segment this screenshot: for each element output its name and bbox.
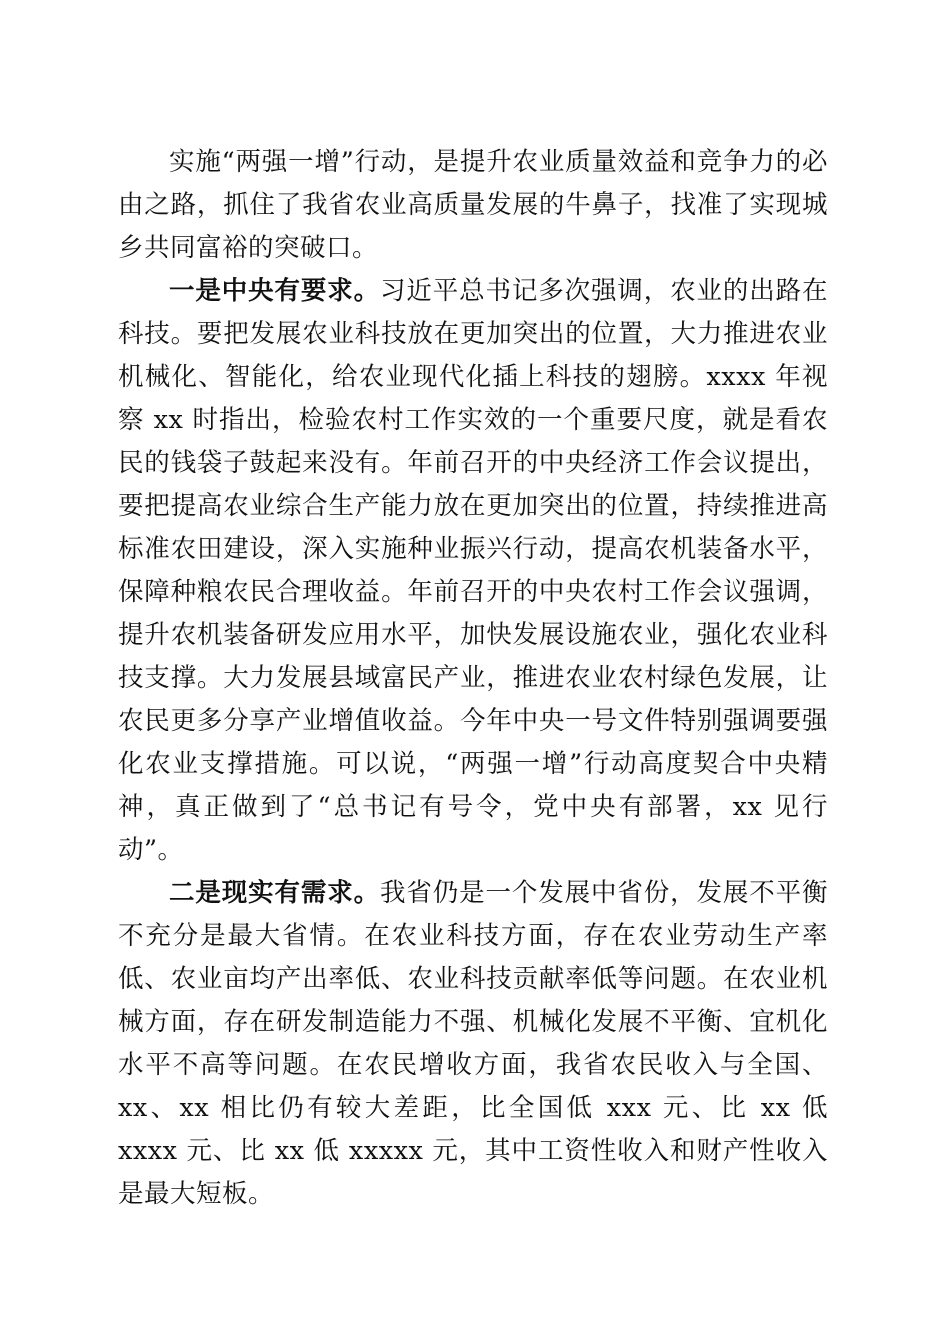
paragraph-text: 实施“两强一增”行动，是提升农业质量效益和竞争力的必由之路，抓住了我省农业高质量发展的牛鼻子，找准了实现城乡共同富裕的突破口。 (118, 147, 828, 263)
paragraph-intro (118, 141, 828, 270)
document-body (118, 141, 828, 1216)
paragraph-lead: 一是中央有要求。 (169, 276, 380, 306)
paragraph-text: 习近平总书记多次强调，农业的出路在科技。要把发展农业科技放在更加突出的位置，大力推进农业机械化、智能化，给农业现代化插上科技的翅膀。xxxx 年视察 xx 时指出，检验农村工作实效的一个重要尺度，就是看农民的钱袋子鼓起来没有。年前召开的中央经济工作会议提出，要把提高农业综合生产能力放在更加突出的位置，持续推进高标准农田建设，深入实施种业振兴行动，提高农机装备水平，保障种粮农民合理收益。年前召开的中央农村工作会议强调，提升农机装备研发应用水平，加快发展设施农业，强化农业科技支撑。大力发展县域富民产业，推进农业农村绿色发展，让农民更多分享产业增值收益。今年中央一号文件特别强调要强化农业支撑措施。可以说，“两强一增”行动高度契合中央精神，真正做到了“总书记有号令，党中央有部署，xx 见行动”。 (118, 276, 828, 865)
paragraph-lead: 二是现实有需求。 (169, 878, 380, 908)
paragraph-central-requirement (118, 270, 828, 872)
paragraph-text: 我省仍是一个发展中省份，发展不平衡不充分是最大省情。在农业科技方面，存在农业劳动生产率低、农业亩均产出率低、农业科技贡献率低等问题。在农业机械方面，存在研发制造能力不强、机械化发展不平衡、宜机化水平不高等问题。在农民增收方面，我省农民收入与全国、xx、xx 相比仍有较大差距，比全国低 xxx 元、比 xx 低 xxxx 元、比 xx 低 xxxxx 元，其中工资性收入和财产性收入是最大短板。 (118, 878, 828, 1209)
paragraph-practical-need (118, 872, 828, 1216)
